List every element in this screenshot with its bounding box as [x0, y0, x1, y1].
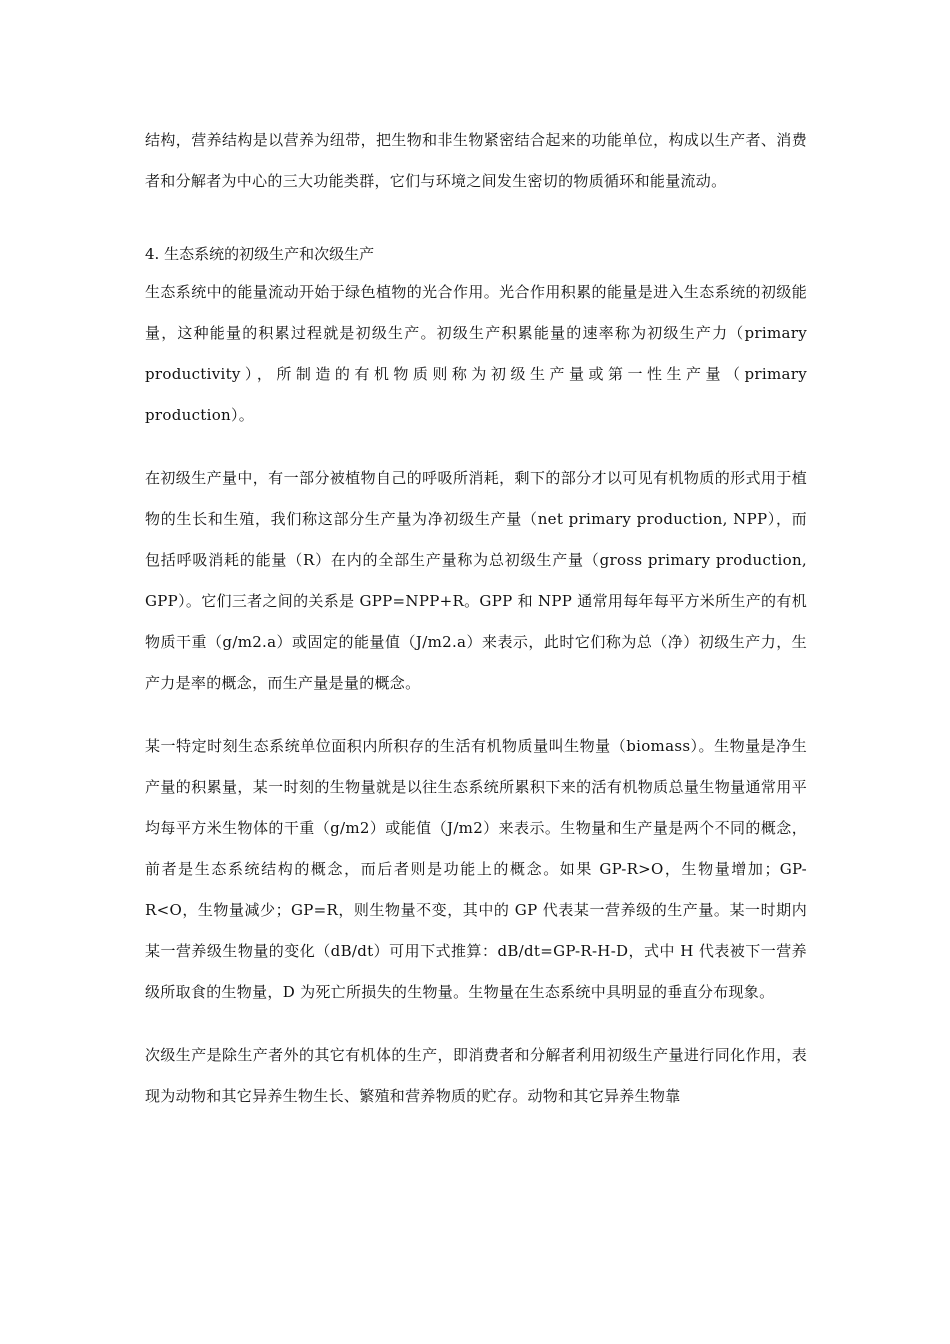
section-heading: 4. 生态系统的初级生产和次级生产 — [145, 245, 375, 263]
paragraph-net-primary-production: 在初级生产量中，有一部分被植物自己的呼吸所消耗，剩下的部分才以可见有机物质的形式用于植物的生长和生殖，我们称这部分生产量为净初级生产量（net primary production, NPP），而包括呼吸消耗的能量（R）在内的全部生产量称为总初级生产量（gross primary production, GPP）。它们三者之间的关系是 GPP=NPP+R。GPP 和 NPP 通常用每年每平方米所生产的有机物质干重（g/m2.a）或固定的能量值（J/m2.a）来表示，此时它们称为总（净）初级生产力，生产力是率的概念，而生产量是量的概念。 — [145, 469, 807, 692]
paragraph-biomass: 某一特定时刻生态系统单位面积内所积存的生活有机物质量叫生物量（biomass）。生物量是净生产量的积累量，某一时刻的生物量就是以往生态系统所累积下来的活有机物质总量生物量通常用平均每平方米生物体的干重（g/m2）或能值（J/m2）来表示。生物量和生产量是两个不同的概念，前者是生态系统结构的概念，而后者则是功能上的概念。如果 GP-R>O，生物量增加；GP-R<O，生物量减少；GP=R，则生物量不变，其中的 GP 代表某一营养级的生产量。某一时期内某一营养级生物量的变化（dB/dt）可用下式推算：dB/dt=GP-R-H-D，式中 H 代表被下一营养级所取食的生物量，D 为死亡所损失的生物量。生物量在生态系统中具明显的垂直分布现象。 — [145, 737, 807, 1001]
paragraph-spacer — [145, 704, 807, 726]
paragraph-spacer — [145, 202, 807, 234]
paragraph-primary-production: 生态系统中的能量流动开始于绿色植物的光合作用。光合作用积累的能量是进入生态系统的初级能量，这种能量的积累过程就是初级生产。初级生产积累能量的速率称为初级生产力（primary productivity），所制造的有机物质则称为初级生产量或第一性生产量（primary production）。 — [145, 283, 807, 424]
document-page — [145, 120, 807, 1117]
paragraph-ecosystem-structure: 结构，营养结构是以营养为纽带，把生物和非生物紧密结合起来的功能单位，构成以生产者、消费者和分解者为中心的三大功能类群，它们与环境之间发生密切的物质循环和能量流动。 — [145, 131, 807, 190]
paragraph-spacer — [145, 1013, 807, 1035]
paragraph-spacer — [145, 436, 807, 458]
paragraph-secondary-production: 次级生产是除生产者外的其它有机体的生产，即消费者和分解者利用初级生产量进行同化作用，表现为动物和其它异养生物生长、繁殖和营养物质的贮存。动物和其它异养生物靠 — [145, 1046, 807, 1105]
